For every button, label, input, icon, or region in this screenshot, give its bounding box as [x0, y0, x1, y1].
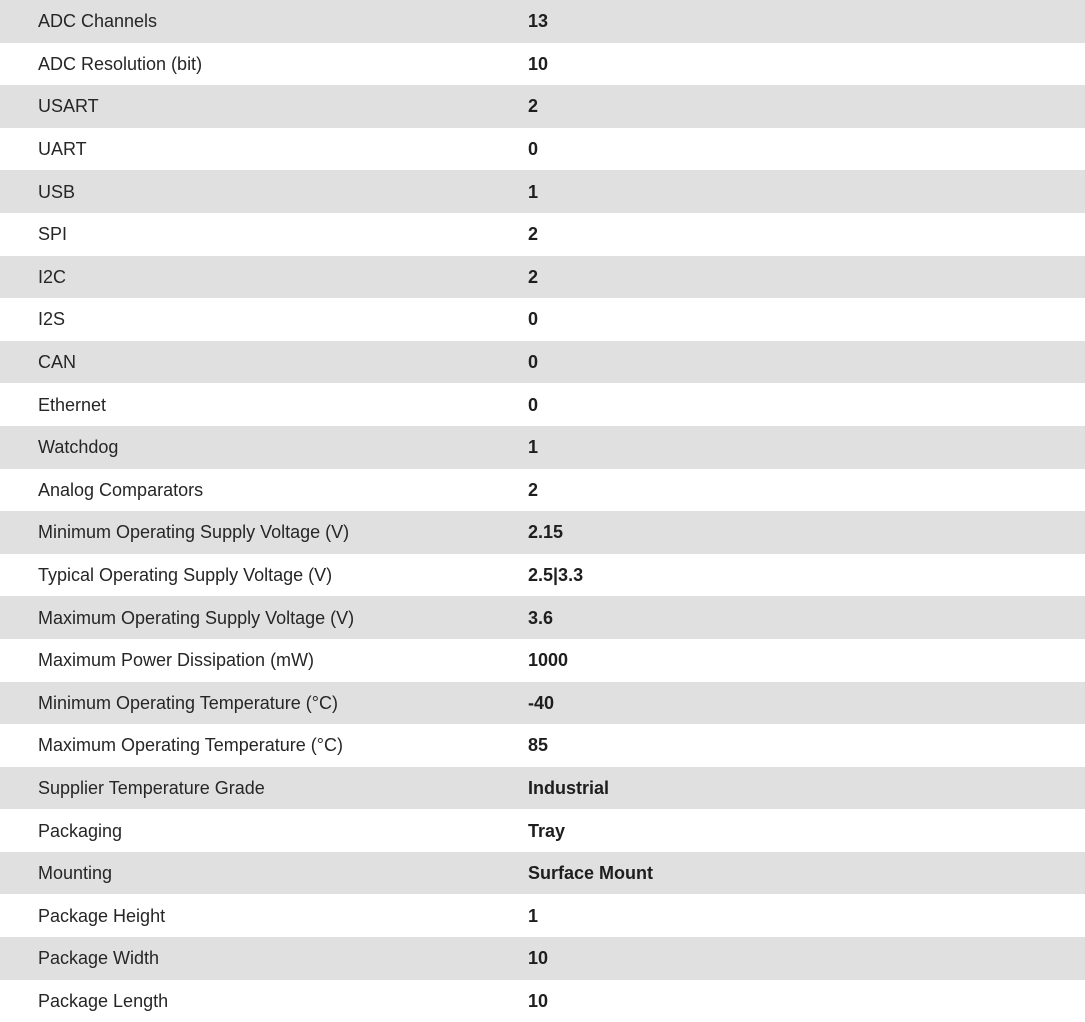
spec-label: Minimum Operating Supply Voltage (V)	[38, 522, 350, 543]
spec-value: 10	[528, 53, 549, 74]
spec-value: 0	[528, 394, 539, 415]
spec-label: SPI	[38, 224, 68, 245]
spec-row-adc-resolution	[0, 43, 1085, 86]
spec-value: 3.6	[528, 607, 554, 628]
spec-label: Supplier Temperature Grade	[38, 777, 265, 798]
spec-row-mounting	[0, 852, 1085, 895]
spec-row-i2c	[0, 256, 1085, 299]
spec-value: 2.5|3.3	[528, 565, 584, 586]
spec-value: 1	[528, 905, 539, 926]
spec-row-package-length	[0, 980, 1085, 1022]
spec-value: 10	[528, 990, 549, 1011]
spec-row-packaging	[0, 809, 1085, 852]
spec-value: 1000	[528, 650, 569, 671]
spec-row-i2s	[0, 298, 1085, 341]
spec-label: Analog Comparators	[38, 479, 204, 500]
spec-row-adc-channels	[0, 0, 1085, 43]
spec-label: USART	[38, 96, 99, 117]
spec-label: USB	[38, 181, 76, 202]
spec-row-max-operating-temperature	[0, 724, 1085, 767]
spec-row-max-power-dissipation	[0, 639, 1085, 682]
spec-label: Packaging	[38, 820, 123, 841]
spec-row-min-supply-voltage	[0, 511, 1085, 554]
spec-row-min-operating-temperature	[0, 682, 1085, 725]
spec-label: Package Width	[38, 948, 160, 969]
spec-value: 0	[528, 139, 539, 160]
spec-value: 1	[528, 181, 539, 202]
spec-row-typical-supply-voltage	[0, 554, 1085, 597]
spec-row-spi	[0, 213, 1085, 256]
spec-label: Ethernet	[38, 394, 107, 415]
spec-label: ADC Channels	[38, 11, 158, 32]
spec-value: 0	[528, 352, 539, 373]
spec-value: Surface Mount	[528, 863, 654, 884]
spec-value: 1	[528, 437, 539, 458]
spec-row-package-height	[0, 894, 1085, 937]
spec-value: Tray	[528, 820, 566, 841]
spec-label: Minimum Operating Temperature (°C)	[38, 692, 338, 713]
spec-row-uart	[0, 128, 1085, 171]
spec-label: Package Length	[38, 990, 169, 1011]
spec-label: Package Height	[38, 905, 166, 926]
spec-label: I2S	[38, 309, 66, 330]
spec-value: 2	[528, 266, 539, 287]
spec-row-temperature-grade	[0, 767, 1085, 810]
spec-row-can	[0, 341, 1085, 384]
spec-value: 13	[528, 11, 549, 32]
spec-value: 2	[528, 96, 539, 117]
spec-value: -40	[528, 692, 555, 713]
spec-label: ADC Resolution (bit)	[38, 53, 203, 74]
spec-label: Maximum Power Dissipation (mW)	[38, 650, 315, 671]
spec-label: Typical Operating Supply Voltage (V)	[38, 565, 333, 586]
spec-row-usb	[0, 170, 1085, 213]
spec-label: Maximum Operating Supply Voltage (V)	[38, 607, 355, 628]
spec-label: I2C	[38, 266, 67, 287]
spec-label: Maximum Operating Temperature (°C)	[38, 735, 343, 756]
spec-value: 2	[528, 479, 539, 500]
spec-value: 10	[528, 948, 549, 969]
spec-value: 2	[528, 224, 539, 245]
spec-label: Watchdog	[38, 437, 119, 458]
spec-row-usart	[0, 85, 1085, 128]
spec-value: 2.15	[528, 522, 564, 543]
spec-value: 85	[528, 735, 549, 756]
spec-row-watchdog	[0, 426, 1085, 469]
spec-label: UART	[38, 139, 87, 160]
spec-row-ethernet	[0, 383, 1085, 426]
spec-row-max-supply-voltage	[0, 596, 1085, 639]
spec-label: CAN	[38, 352, 77, 373]
spec-value: Industrial	[528, 777, 610, 798]
spec-value: 0	[528, 309, 539, 330]
spec-label: Mounting	[38, 863, 113, 884]
spec-row-package-width	[0, 937, 1085, 980]
spec-row-analog-comparators	[0, 469, 1085, 512]
